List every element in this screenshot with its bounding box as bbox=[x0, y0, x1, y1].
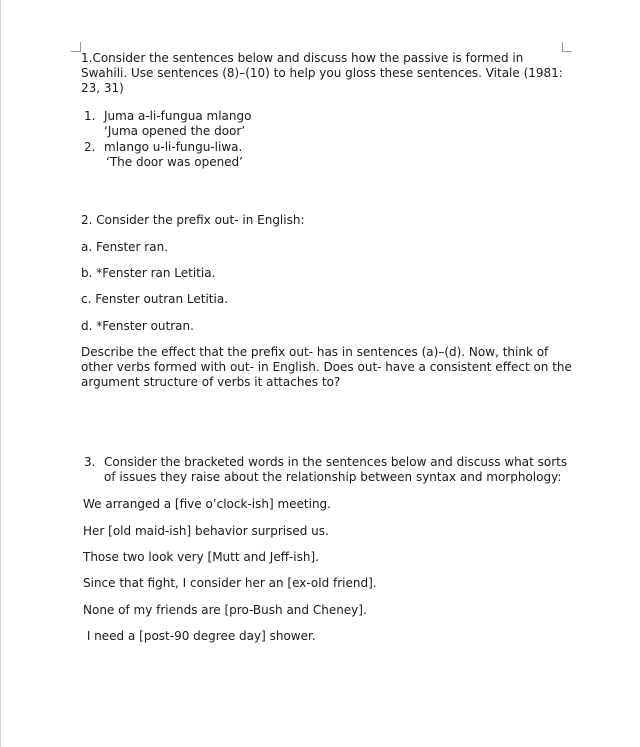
question-2-item-d: d. *Fenster outran. bbox=[81, 319, 194, 333]
margin-corner-mark-left bbox=[71, 42, 81, 52]
question-3-line: of issues they raise about the relationship between syntax and morphology: bbox=[104, 470, 562, 484]
sentence-5: None of my friends are [pro-Bush and Cheney]. bbox=[83, 603, 367, 617]
example-2 bbox=[84, 140, 243, 170]
question-2-item-b: b. *Fenster ran Letitia. bbox=[81, 266, 216, 280]
description-line: argument structure of verbs it attaches to? bbox=[81, 375, 341, 389]
example-text: Juma a-li-fungua mlango bbox=[104, 109, 252, 123]
description-line: other verbs formed with out- in English. Does out- have a consistent effect on the bbox=[81, 360, 572, 374]
example-number: 1. bbox=[84, 109, 96, 123]
question-1-line: 23, 31) bbox=[81, 81, 124, 95]
question-3-prompt bbox=[84, 455, 567, 485]
question-1-prompt bbox=[81, 51, 563, 96]
page-left-edge bbox=[0, 0, 1, 747]
description-line: Describe the effect that the prefix out- has in sentences (a)–(d). Now, think of bbox=[81, 345, 549, 359]
question-2-item-c: c. Fenster outran Letitia. bbox=[81, 292, 229, 306]
question-3-line: Consider the bracketed words in the sentences below and discuss what sorts bbox=[104, 455, 568, 469]
sentence-6: I need a [post-90 degree day] shower. bbox=[83, 629, 316, 643]
sentence-3: Those two look very [Mutt and Jeff-ish]. bbox=[83, 550, 319, 564]
question-1-line: 1.Consider the sentences below and discuss how the passive is formed in bbox=[81, 51, 524, 65]
margin-corner-mark-right bbox=[562, 42, 572, 52]
sentence-1: We arranged a [five o’clock-ish] meeting. bbox=[83, 497, 331, 511]
sentence-2: Her [old maid-ish] behavior surprised us. bbox=[83, 524, 329, 538]
sentence-4: Since that fight, I consider her an [ex-old friend]. bbox=[83, 576, 377, 590]
question-1-line: Swahili. Use sentences (8)–(10) to help you gloss these sentences. Vitale (1981: bbox=[81, 66, 563, 80]
example-text: mlango u-li-fungu-liwa. bbox=[104, 140, 243, 154]
question-3-number: 3. bbox=[84, 455, 96, 469]
question-2-description bbox=[81, 345, 572, 390]
example-gloss: ‘Juma opened the door’ bbox=[104, 124, 246, 138]
example-1 bbox=[84, 109, 251, 139]
example-number: 2. bbox=[84, 140, 96, 154]
example-gloss: ‘The door was opened’ bbox=[106, 155, 243, 169]
question-2-intro: 2. Consider the prefix out- in English: bbox=[81, 213, 305, 227]
question-2-item-a: a. Fenster ran. bbox=[81, 240, 169, 254]
